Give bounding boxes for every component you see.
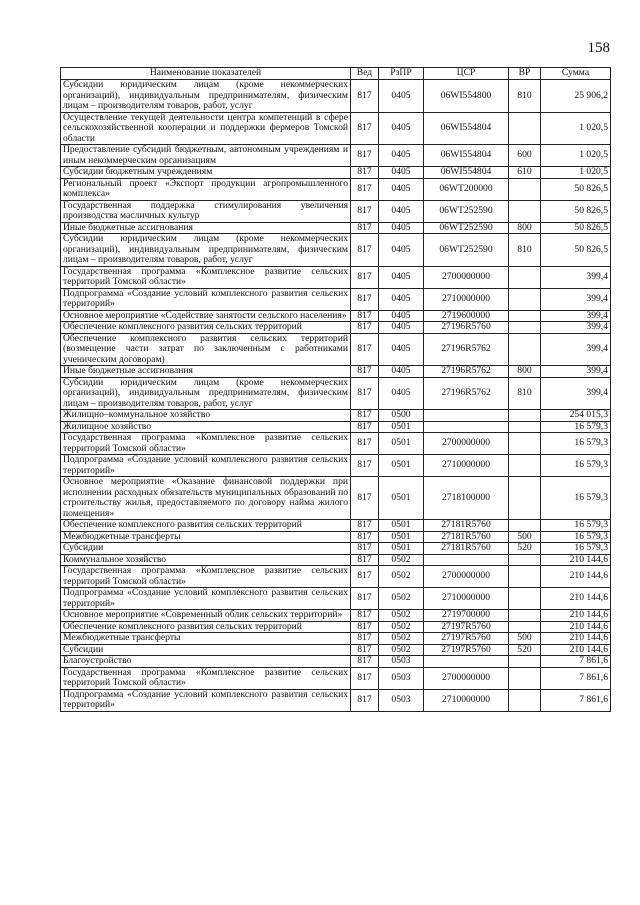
cell-name: Коммунальное хозяйство bbox=[61, 554, 351, 566]
cell-sum: 210 144,6 bbox=[541, 621, 611, 633]
cell-name: Иные бюджетные ассигнования bbox=[61, 366, 351, 378]
cell-csr: 2700000000 bbox=[424, 433, 509, 455]
cell-sum: 16 579,3 bbox=[541, 477, 611, 520]
cell-rzpr: 0501 bbox=[379, 477, 424, 520]
cell-name: Обеспечение комплексного развития сельских территорий bbox=[61, 322, 351, 334]
cell-rzpr: 0405 bbox=[379, 366, 424, 378]
cell-sum: 399,4 bbox=[541, 322, 611, 334]
table-row bbox=[61, 554, 611, 566]
cell-rzpr: 0502 bbox=[379, 554, 424, 566]
cell-sum: 399,4 bbox=[541, 288, 611, 310]
cell-vr: 810 bbox=[509, 234, 541, 267]
cell-vr: 520 bbox=[509, 644, 541, 656]
table-row bbox=[61, 520, 611, 532]
cell-name: Предоставление субсидий бюджетным, автономным учреждениям и иным некоммерческим организациям bbox=[61, 145, 351, 167]
cell-rzpr: 0405 bbox=[379, 322, 424, 334]
cell-sum: 399,4 bbox=[541, 333, 611, 366]
cell-name: Обеспечение комплексного развития сельских территорий bbox=[61, 520, 351, 532]
cell-name: Субсидии бюджетным учреждениям bbox=[61, 167, 351, 179]
cell-name: Обеспечение комплексного развития сельских территорий bbox=[61, 621, 351, 633]
cell-vr bbox=[509, 310, 541, 322]
cell-rzpr: 0405 bbox=[379, 266, 424, 288]
cell-rzpr: 0502 bbox=[379, 644, 424, 656]
cell-rzpr: 0405 bbox=[379, 288, 424, 310]
cell-ved: 817 bbox=[351, 167, 379, 179]
cell-rzpr: 0500 bbox=[379, 410, 424, 422]
cell-vr bbox=[509, 667, 541, 689]
cell-sum: 7 861,6 bbox=[541, 656, 611, 668]
cell-rzpr: 0405 bbox=[379, 333, 424, 366]
cell-name: Иные бюджетные ассигнования bbox=[61, 222, 351, 234]
cell-csr: 27196R5760 bbox=[424, 322, 509, 334]
cell-sum: 50 826,5 bbox=[541, 200, 611, 222]
cell-csr: 27181R5760 bbox=[424, 531, 509, 543]
cell-ved: 817 bbox=[351, 520, 379, 532]
cell-csr: 06WI554804 bbox=[424, 167, 509, 179]
table-row bbox=[61, 644, 611, 656]
cell-ved: 817 bbox=[351, 633, 379, 645]
cell-sum: 7 861,6 bbox=[541, 689, 611, 711]
cell-name: Субсидии юридическим лицам (кроме некоммерческих организаций), индивидуальным предпринимателям, физическим лицам – производителям товаров, работ, услуг bbox=[61, 234, 351, 267]
cell-rzpr: 0502 bbox=[379, 610, 424, 622]
cell-ved: 817 bbox=[351, 112, 379, 145]
cell-csr: 27196R5762 bbox=[424, 377, 509, 410]
cell-rzpr: 0503 bbox=[379, 656, 424, 668]
cell-ved: 817 bbox=[351, 433, 379, 455]
cell-vr bbox=[509, 566, 541, 588]
page-number: 158 bbox=[587, 40, 610, 56]
table-row bbox=[61, 633, 611, 645]
cell-ved: 817 bbox=[351, 588, 379, 610]
table-row bbox=[61, 433, 611, 455]
cell-ved: 817 bbox=[351, 178, 379, 200]
table-row bbox=[61, 222, 611, 234]
cell-ved: 817 bbox=[351, 610, 379, 622]
cell-csr: 2710000000 bbox=[424, 288, 509, 310]
cell-name: Основное мероприятие «Оказание финансовой поддержки при исполнении расходных обязательств муниципальных образований по строительству жилья, предоставляемого по договору найма жилого помещения» bbox=[61, 477, 351, 520]
cell-ved: 817 bbox=[351, 410, 379, 422]
cell-rzpr: 0501 bbox=[379, 531, 424, 543]
cell-ved: 817 bbox=[351, 322, 379, 334]
table-row bbox=[61, 322, 611, 334]
cell-csr: 06WI554804 bbox=[424, 145, 509, 167]
cell-rzpr: 0501 bbox=[379, 543, 424, 555]
table-row bbox=[61, 477, 611, 520]
cell-vr bbox=[509, 433, 541, 455]
cell-sum: 1 020,5 bbox=[541, 112, 611, 145]
cell-vr bbox=[509, 656, 541, 668]
cell-ved: 817 bbox=[351, 477, 379, 520]
cell-vr bbox=[509, 322, 541, 334]
cell-vr bbox=[509, 333, 541, 366]
cell-vr: 610 bbox=[509, 167, 541, 179]
cell-vr bbox=[509, 554, 541, 566]
cell-vr bbox=[509, 520, 541, 532]
cell-rzpr: 0405 bbox=[379, 310, 424, 322]
cell-csr: 27197R5760 bbox=[424, 621, 509, 633]
cell-sum: 16 579,3 bbox=[541, 543, 611, 555]
cell-sum: 16 579,3 bbox=[541, 520, 611, 532]
cell-csr: 2718100000 bbox=[424, 477, 509, 520]
table-row bbox=[61, 689, 611, 711]
cell-vr bbox=[509, 178, 541, 200]
table-row bbox=[61, 266, 611, 288]
cell-ved: 817 bbox=[351, 566, 379, 588]
cell-csr: 2719600000 bbox=[424, 310, 509, 322]
cell-rzpr: 0405 bbox=[379, 234, 424, 267]
header-rzpr: РзПР bbox=[379, 68, 424, 80]
cell-vr bbox=[509, 112, 541, 145]
cell-sum: 1 020,5 bbox=[541, 145, 611, 167]
table-row bbox=[61, 421, 611, 433]
cell-name: Осуществление текущей деятельности центра компетенций в сфере сельскохозяйственной кооперации и поддержки фермеров Томской области bbox=[61, 112, 351, 145]
cell-csr: 06WT252590 bbox=[424, 234, 509, 267]
cell-name: Государственная программа «Комплексное развитие сельских территорий Томской области» bbox=[61, 566, 351, 588]
table-row bbox=[61, 366, 611, 378]
cell-sum: 16 579,3 bbox=[541, 433, 611, 455]
cell-csr: 2700000000 bbox=[424, 566, 509, 588]
cell-sum: 210 144,6 bbox=[541, 610, 611, 622]
cell-rzpr: 0503 bbox=[379, 689, 424, 711]
cell-sum: 50 826,5 bbox=[541, 178, 611, 200]
cell-ved: 817 bbox=[351, 667, 379, 689]
cell-name: Основное мероприятие «Современный облик сельских территорий» bbox=[61, 610, 351, 622]
cell-sum: 399,4 bbox=[541, 266, 611, 288]
table-row bbox=[61, 656, 611, 668]
header-name: Наименование показателей bbox=[61, 68, 351, 80]
cell-name: Региональный проект «Экспорт продукции агропромышленного комплекса» bbox=[61, 178, 351, 200]
cell-name: Жилищное хозяйство bbox=[61, 421, 351, 433]
cell-csr: 27181R5760 bbox=[424, 520, 509, 532]
cell-csr bbox=[424, 656, 509, 668]
cell-ved: 817 bbox=[351, 266, 379, 288]
cell-csr: 06WI554800 bbox=[424, 80, 509, 113]
cell-sum: 254 015,3 bbox=[541, 410, 611, 422]
cell-sum: 16 579,3 bbox=[541, 421, 611, 433]
cell-rzpr: 0502 bbox=[379, 588, 424, 610]
cell-vr bbox=[509, 266, 541, 288]
cell-name: Субсидии юридическим лицам (кроме некоммерческих организаций), индивидуальным предпринимателям, физическим лицам – производителям товаров, работ, услуг bbox=[61, 80, 351, 113]
cell-name: Благоустройство bbox=[61, 656, 351, 668]
cell-ved: 817 bbox=[351, 656, 379, 668]
cell-ved: 817 bbox=[351, 200, 379, 222]
cell-rzpr: 0405 bbox=[379, 178, 424, 200]
table-row bbox=[61, 80, 611, 113]
table-row bbox=[61, 610, 611, 622]
cell-vr: 800 bbox=[509, 222, 541, 234]
cell-csr: 27196R5762 bbox=[424, 366, 509, 378]
cell-vr bbox=[509, 621, 541, 633]
cell-ved: 817 bbox=[351, 145, 379, 167]
cell-sum: 16 579,3 bbox=[541, 455, 611, 477]
cell-vr: 810 bbox=[509, 377, 541, 410]
cell-vr bbox=[509, 200, 541, 222]
cell-csr: 06WT252590 bbox=[424, 200, 509, 222]
cell-csr: 27197R5760 bbox=[424, 644, 509, 656]
cell-name: Государственная программа «Комплексное развитие сельских территорий Томской области» bbox=[61, 433, 351, 455]
cell-vr bbox=[509, 689, 541, 711]
cell-name: Подпрограмма «Создание условий комплексного развития сельских территорий» bbox=[61, 288, 351, 310]
cell-rzpr: 0405 bbox=[379, 145, 424, 167]
cell-rzpr: 0501 bbox=[379, 520, 424, 532]
cell-sum: 210 144,6 bbox=[541, 554, 611, 566]
cell-name: Подпрограмма «Создание условий комплексного развития сельских территорий» bbox=[61, 455, 351, 477]
table-row bbox=[61, 167, 611, 179]
cell-name: Основное мероприятие «Содействие занятости сельского населения» bbox=[61, 310, 351, 322]
cell-name: Межбюджетные трансферты bbox=[61, 531, 351, 543]
cell-sum: 210 144,6 bbox=[541, 644, 611, 656]
cell-csr: 2700000000 bbox=[424, 266, 509, 288]
cell-sum: 210 144,6 bbox=[541, 588, 611, 610]
cell-sum: 210 144,6 bbox=[541, 566, 611, 588]
cell-ved: 817 bbox=[351, 455, 379, 477]
cell-ved: 817 bbox=[351, 333, 379, 366]
cell-ved: 817 bbox=[351, 234, 379, 267]
cell-rzpr: 0501 bbox=[379, 421, 424, 433]
cell-csr: 2700000000 bbox=[424, 667, 509, 689]
table-row bbox=[61, 377, 611, 410]
cell-vr bbox=[509, 588, 541, 610]
cell-csr bbox=[424, 410, 509, 422]
cell-csr: 06WT200000 bbox=[424, 178, 509, 200]
cell-ved: 817 bbox=[351, 554, 379, 566]
cell-sum: 399,4 bbox=[541, 377, 611, 410]
cell-rzpr: 0405 bbox=[379, 222, 424, 234]
cell-vr: 800 bbox=[509, 366, 541, 378]
cell-csr bbox=[424, 421, 509, 433]
header-sum: Сумма bbox=[541, 68, 611, 80]
table-row bbox=[61, 178, 611, 200]
cell-name: Субсидии юридическим лицам (кроме некоммерческих организаций), индивидуальным предпринимателям, физическим лицам – производителям товаров, работ, услуг bbox=[61, 377, 351, 410]
cell-csr: 06WI554804 bbox=[424, 112, 509, 145]
cell-rzpr: 0502 bbox=[379, 633, 424, 645]
cell-sum: 210 144,6 bbox=[541, 633, 611, 645]
cell-rzpr: 0405 bbox=[379, 112, 424, 145]
cell-sum: 399,4 bbox=[541, 366, 611, 378]
cell-ved: 817 bbox=[351, 366, 379, 378]
table-row bbox=[61, 310, 611, 322]
table-row bbox=[61, 333, 611, 366]
cell-sum: 1 020,5 bbox=[541, 167, 611, 179]
cell-vr bbox=[509, 610, 541, 622]
header-vr: ВР bbox=[509, 68, 541, 80]
cell-vr: 600 bbox=[509, 145, 541, 167]
cell-name: Государственная поддержка стимулирования увеличения производства масличных культур bbox=[61, 200, 351, 222]
cell-sum: 7 861,6 bbox=[541, 667, 611, 689]
cell-rzpr: 0405 bbox=[379, 200, 424, 222]
cell-ved: 817 bbox=[351, 222, 379, 234]
cell-ved: 817 bbox=[351, 310, 379, 322]
cell-sum: 16 579,3 bbox=[541, 531, 611, 543]
cell-csr: 2710000000 bbox=[424, 455, 509, 477]
cell-csr: 2710000000 bbox=[424, 689, 509, 711]
cell-sum: 399,4 bbox=[541, 310, 611, 322]
table-row bbox=[61, 455, 611, 477]
table-row bbox=[61, 200, 611, 222]
cell-csr: 27197R5760 bbox=[424, 633, 509, 645]
header-ved: Вед bbox=[351, 68, 379, 80]
table-row bbox=[61, 112, 611, 145]
cell-csr: 27181R5760 bbox=[424, 543, 509, 555]
cell-sum: 50 826,5 bbox=[541, 234, 611, 267]
cell-name: Жилищно–коммунальное хозяйство bbox=[61, 410, 351, 422]
cell-vr: 810 bbox=[509, 80, 541, 113]
cell-csr: 2710000000 bbox=[424, 588, 509, 610]
cell-ved: 817 bbox=[351, 531, 379, 543]
cell-csr: 27196R5762 bbox=[424, 333, 509, 366]
table-row bbox=[61, 531, 611, 543]
cell-vr bbox=[509, 421, 541, 433]
cell-csr bbox=[424, 554, 509, 566]
cell-name: Подпрограмма «Создание условий комплексного развития сельских территорий» bbox=[61, 689, 351, 711]
cell-ved: 817 bbox=[351, 644, 379, 656]
cell-rzpr: 0405 bbox=[379, 167, 424, 179]
cell-name: Подпрограмма «Создание условий комплексного развития сельских территорий» bbox=[61, 588, 351, 610]
table-row bbox=[61, 410, 611, 422]
cell-vr bbox=[509, 477, 541, 520]
cell-rzpr: 0501 bbox=[379, 433, 424, 455]
cell-name: Государственная программа «Комплексное развитие сельских территорий Томской области» bbox=[61, 266, 351, 288]
table-row bbox=[61, 543, 611, 555]
cell-name: Субсидии bbox=[61, 644, 351, 656]
cell-csr: 2719700000 bbox=[424, 610, 509, 622]
cell-ved: 817 bbox=[351, 543, 379, 555]
cell-name: Субсидии bbox=[61, 543, 351, 555]
header-csr: ЦСР bbox=[424, 68, 509, 80]
cell-name: Государственная программа «Комплексное развитие сельских территорий Томской области» bbox=[61, 667, 351, 689]
cell-ved: 817 bbox=[351, 377, 379, 410]
cell-name: Межбюджетные трансферты bbox=[61, 633, 351, 645]
cell-vr: 500 bbox=[509, 531, 541, 543]
table-row bbox=[61, 566, 611, 588]
cell-sum: 50 826,5 bbox=[541, 222, 611, 234]
cell-ved: 817 bbox=[351, 689, 379, 711]
cell-ved: 817 bbox=[351, 421, 379, 433]
cell-vr bbox=[509, 410, 541, 422]
table-row bbox=[61, 234, 611, 267]
budget-table bbox=[60, 67, 611, 712]
table-row bbox=[61, 621, 611, 633]
cell-rzpr: 0405 bbox=[379, 80, 424, 113]
cell-ved: 817 bbox=[351, 80, 379, 113]
cell-vr bbox=[509, 455, 541, 477]
cell-name: Обеспечение комплексного развития сельских территорий (возмещение части затрат по заключенным с работниками ученическим договорам) bbox=[61, 333, 351, 366]
cell-vr: 520 bbox=[509, 543, 541, 555]
table-header-row bbox=[61, 68, 611, 80]
cell-rzpr: 0501 bbox=[379, 455, 424, 477]
table-row bbox=[61, 588, 611, 610]
cell-rzpr: 0405 bbox=[379, 377, 424, 410]
cell-rzpr: 0502 bbox=[379, 566, 424, 588]
cell-csr: 06WT252590 bbox=[424, 222, 509, 234]
cell-rzpr: 0503 bbox=[379, 667, 424, 689]
table-row bbox=[61, 667, 611, 689]
cell-ved: 817 bbox=[351, 621, 379, 633]
cell-vr: 500 bbox=[509, 633, 541, 645]
table-row bbox=[61, 288, 611, 310]
table-row bbox=[61, 145, 611, 167]
cell-ved: 817 bbox=[351, 288, 379, 310]
cell-vr bbox=[509, 288, 541, 310]
cell-sum: 25 906,2 bbox=[541, 80, 611, 113]
cell-rzpr: 0502 bbox=[379, 621, 424, 633]
